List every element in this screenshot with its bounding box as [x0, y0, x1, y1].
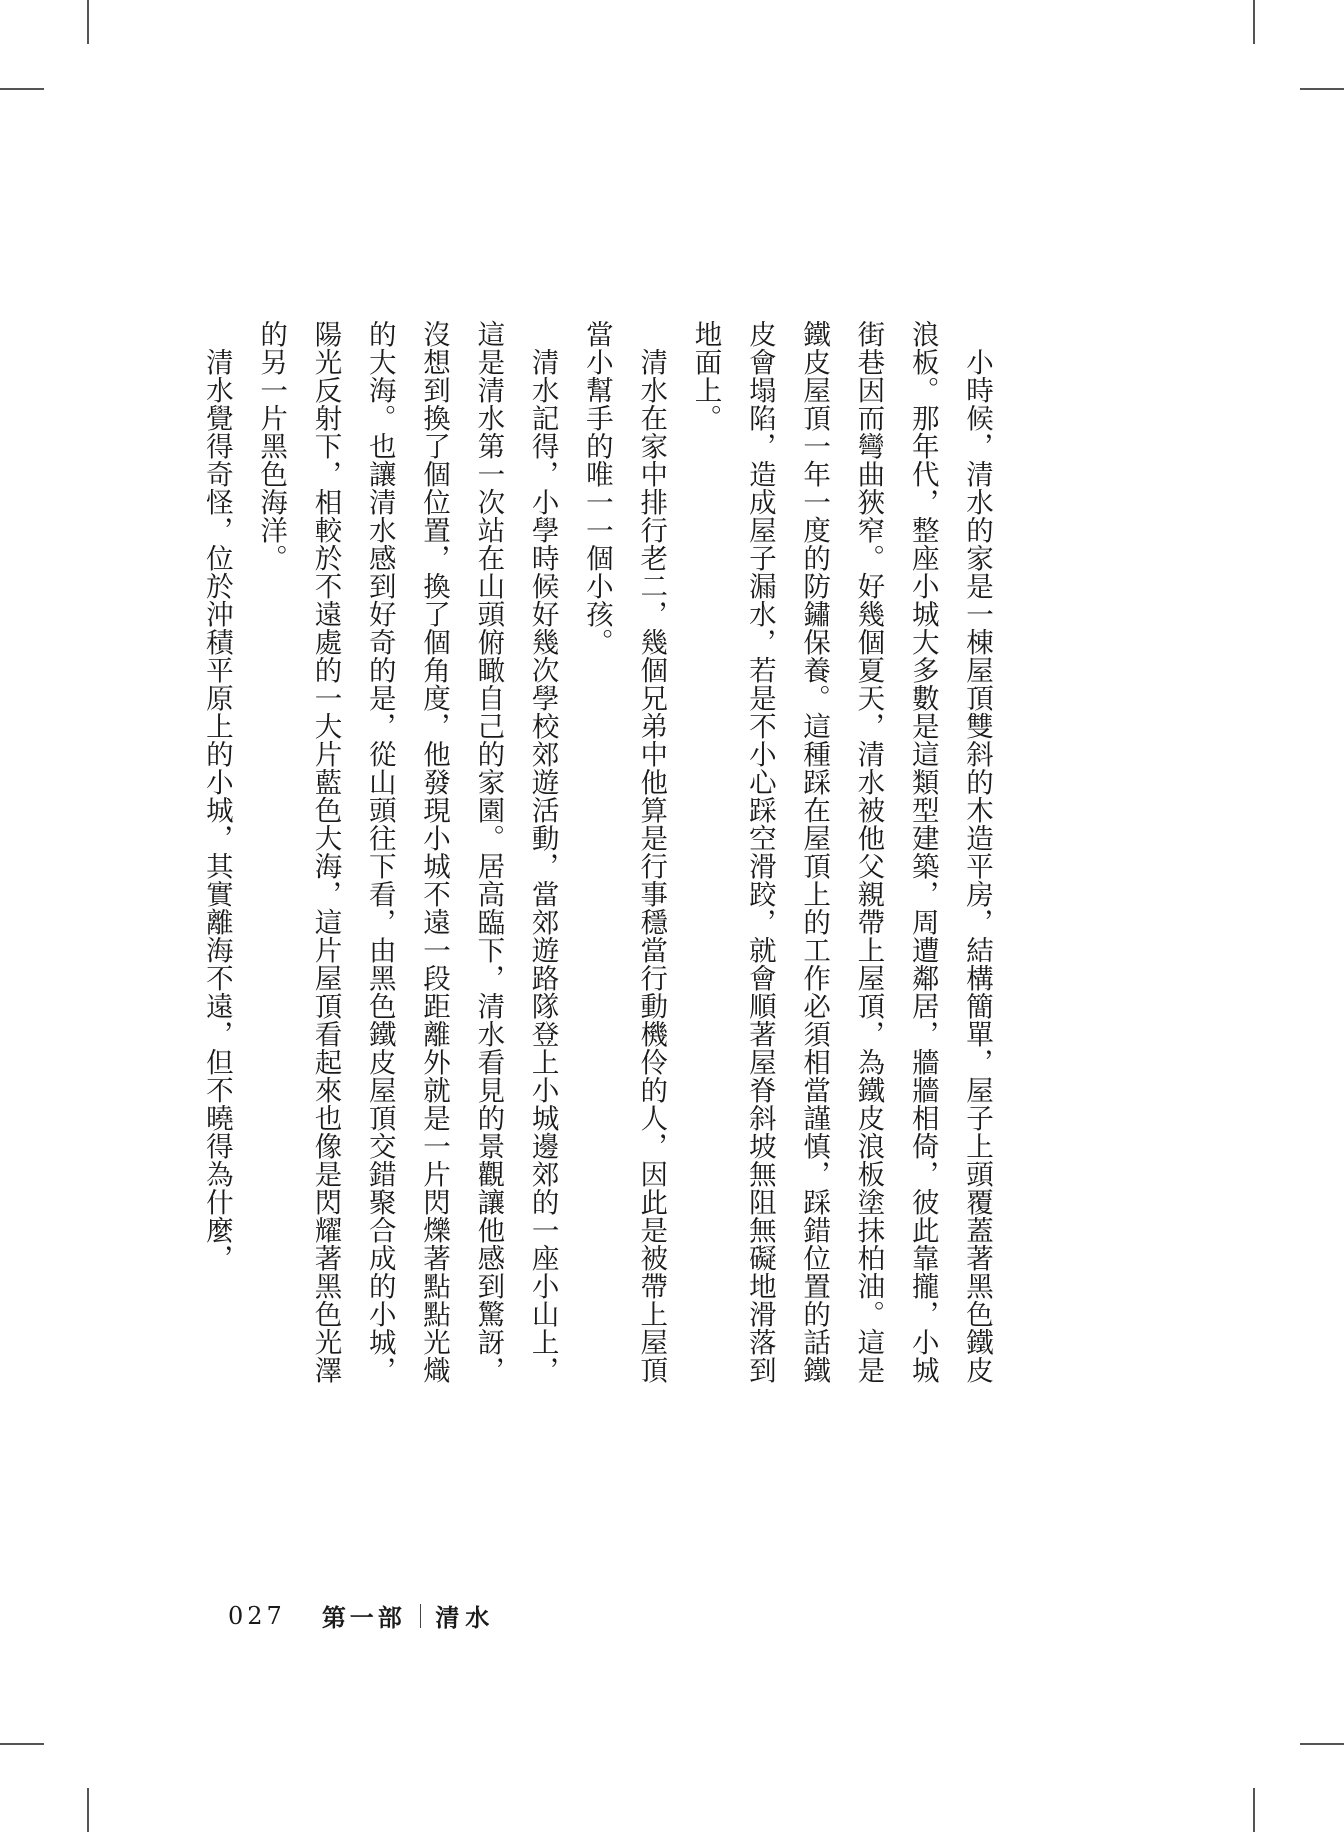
part-title: 第一部 [321, 1603, 406, 1632]
crop-mark [87, 0, 89, 44]
crop-mark [0, 1743, 44, 1745]
paragraph: 小時候，清水的家是一棟屋頂雙斜的木造平房，結構簡單，屋子上頭覆蓋著黑色鐵皮浪板。那年代，整座小城大多數是這類型建築，周遭鄰居，牆牆相倚，彼此靠攏，小城街巷因而彎曲狹窄。好幾個夏天，清水被他父親帶上屋頂，為鐵皮浪板塗抹柏油。這是鐵皮屋頂一年一度的防鏽保養。這種踩在屋頂上的工作必須相當謹慎，踩錯位置的話鐵皮會塌陷，造成屋子漏水，若是不小心踩空滑跤，就會順著屋脊斜坡無阻無礙地滑落到地面上。 [689, 320, 993, 1384]
crop-mark [1300, 88, 1344, 90]
chapter-title: 清水 [435, 1603, 496, 1632]
paragraph: 清水覺得奇怪，位於沖積平原上的小城，其實離海不遠，但不曉得為什麼， [200, 347, 233, 1272]
page-number: 027 [228, 1601, 286, 1630]
crop-mark [0, 88, 44, 90]
crop-mark [87, 1788, 89, 1832]
paragraph: 清水記得，小學時候好幾次學校郊遊活動，當郊遊路隊登上小城邊郊的一座小山上，這是清水第一次站在山頭俯瞰自己的家園。居高臨下，清水看見的景觀讓他感到驚訝，沒想到換了個位置，換了個角度，他發現小城不遠一段距離外就是一片閃爍著點點光熾的大海。也讓清水感到好奇的是，從山頭往下看，由黑色鐵皮屋頂交錯聚合成的小城，陽光反射下，相較於不遠處的一大片藍色大海，這片屋頂看起來也像是閃耀著黑色光澤的另一片黑色海洋。 [255, 320, 559, 1384]
crop-mark [1253, 0, 1255, 44]
footer-separator [420, 1604, 422, 1628]
body-text [190, 320, 1004, 1400]
crop-mark [1300, 1743, 1344, 1745]
paragraph: 清水在家中排行老二，幾個兄弟中他算是行事穩當行動機伶的人，因此是被帶上屋頂當小幫手的唯一一個小孩。 [580, 320, 668, 1384]
crop-mark [1253, 1788, 1255, 1832]
page-footer [228, 1598, 495, 1633]
